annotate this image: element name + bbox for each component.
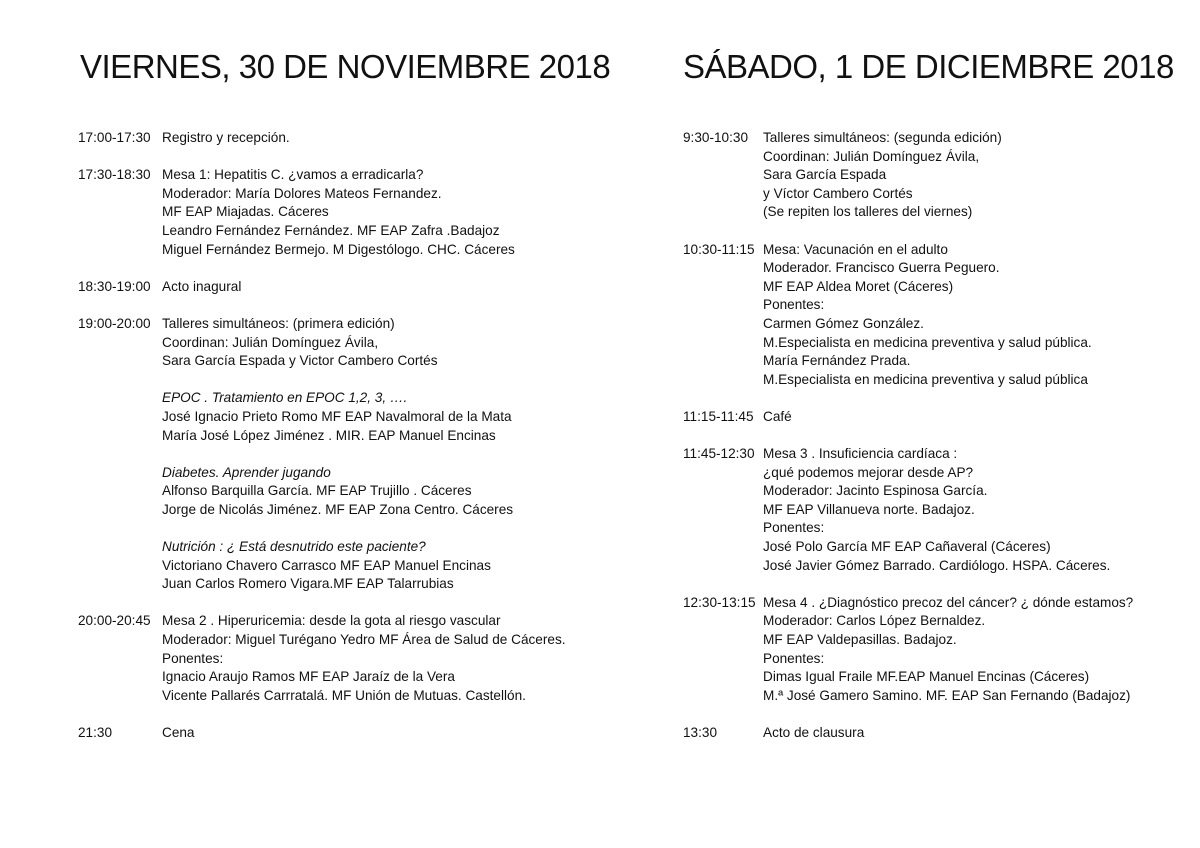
entry-line: Ponentes: [763, 650, 825, 666]
workshop-line: Alfonso Barquilla García. MF EAP Trujillo . Cáceres [162, 483, 472, 499]
entry-time: 17:30-18:30 [78, 167, 151, 183]
entry-line: MF EAP Valdepasillas. Badajoz. [763, 632, 957, 648]
program-entry [78, 166, 566, 259]
entry-line: Leandro Fernández Fernández. MF EAP Zafra .Badajoz [162, 222, 500, 238]
entry-line: Coordinan: Julián Domínguez Ávila, [162, 334, 379, 350]
entry-line: Dimas Igual Fraile MF.EAP Manuel Encinas (Cáceres) [763, 669, 1090, 685]
entry-time: 13:30 [683, 725, 718, 740]
entry-line: Moderador: Jacinto Espinosa García. [763, 483, 988, 499]
entry-line: José Polo García MF EAP Cañaveral (Cáceres) [763, 539, 1051, 555]
entry-line: Coordinan: Julián Domínguez Ávila, [763, 148, 980, 164]
saturday-title: SÁBADO, 1 DE DICIEMBRE 2018 [683, 48, 1174, 85]
workshop-line: Victoriano Chavero Carrasco MF EAP Manuel Encinas [162, 557, 491, 573]
program-entry [78, 278, 566, 297]
entry-line: M.Especialista en medicina preventiva y salud pública. [763, 334, 1092, 350]
entry-line: Carmen Gómez González. [763, 315, 924, 331]
program-entry [683, 241, 1133, 390]
entry-title: Talleres simultáneos: (segunda edición) [763, 130, 1002, 145]
workshop-heading: Nutrición : ¿ Está desnutrido este paciente? [162, 539, 426, 555]
entry-title: Acto inagural [162, 278, 242, 294]
entry-line: José Javier Gómez Barrado. Cardiólogo. HSPA. Cáceres. [763, 557, 1111, 573]
entry-line: M.Especialista en medicina preventiva y salud pública [763, 371, 1088, 387]
entry-line: Miguel Fernández Bermejo. M Digestólogo. CHC. Cáceres [162, 241, 515, 257]
entry-line: Moderador: Carlos López Bernaldez. [763, 613, 986, 629]
entry-title: Mesa 4 . ¿Diagnóstico precoz del cáncer? ¿ dónde estamos? [763, 594, 1134, 610]
entry-line: Vicente Pallarés Carrratalá. MF Unión de Mutuas. Castellón. [162, 687, 526, 703]
program-entry [683, 408, 1133, 427]
entry-line: Ignacio Araujo Ramos MF EAP Jaraíz de la Vera [162, 669, 455, 685]
entry-time: 11:45-12:30 [683, 446, 755, 462]
entry-line: Ponentes: [763, 297, 825, 313]
entry-title-continued: ¿qué podemos mejorar desde AP? [763, 464, 974, 480]
program-entry [683, 129, 1133, 222]
program-entry [78, 315, 566, 594]
workshop-line: María José López Jiménez . MIR. EAP Manuel Encinas [162, 427, 496, 443]
entry-time: 9:30-10:30 [683, 130, 749, 145]
program-entry [78, 129, 566, 148]
program-entry [78, 724, 566, 743]
saturday-program [683, 129, 1133, 761]
entry-title: Mesa: Vacunación en el adulto [763, 241, 948, 257]
program-entry [683, 445, 1133, 575]
entry-title: Café [763, 408, 792, 424]
entry-time: 20:00-20:45 [78, 613, 151, 629]
workshop-line: Jorge de Nicolás Jiménez. MF EAP Zona Centro. Cáceres [162, 501, 514, 517]
program-entry [683, 594, 1133, 706]
entry-line: Ponentes: [763, 520, 825, 536]
entry-line: María Fernández Prada. [763, 353, 911, 369]
friday-program [78, 129, 566, 761]
program-entry [78, 612, 566, 705]
workshop-heading: EPOC . Tratamiento en EPOC 1,2, 3, …. [162, 390, 408, 406]
entry-title: Mesa 3 . Insuficiencia cardíaca : [763, 446, 958, 462]
entry-line: Moderador: María Dolores Mateos Fernandez. [162, 185, 442, 201]
entry-line: MF EAP Aldea Moret (Cáceres) [763, 278, 954, 294]
entry-line: y Víctor Cambero Cortés [763, 185, 913, 201]
entry-time: 11:15-11:45 [683, 408, 754, 424]
friday-title: VIERNES, 30 DE NOVIEMBRE 2018 [80, 48, 611, 85]
entry-line: Ponentes: [162, 650, 224, 666]
workshop-line: José Ignacio Prieto Romo MF EAP Navalmoral de la Mata [162, 408, 512, 424]
entry-line: Moderador: Miguel Turégano Yedro MF Área de Salud de Cáceres. [162, 632, 566, 648]
entry-time: 10:30-11:15 [683, 241, 755, 257]
entry-title: Acto de clausura [763, 725, 865, 740]
entry-time: 12:30-13:15 [683, 594, 756, 610]
entry-title: Registro y recepción. [162, 130, 290, 145]
entry-line: Moderador. Francisco Guerra Peguero. [763, 260, 1000, 276]
entry-line: (Se repiten los talleres del viernes) [763, 204, 973, 220]
entry-title: Mesa 1: Hepatitis C. ¿vamos a erradicarla? [162, 167, 424, 183]
entry-time: 18:30-19:00 [78, 278, 151, 294]
workshop-line: Juan Carlos Romero Vigara.MF EAP Talarrubias [162, 576, 454, 592]
entry-title: Talleres simultáneos: (primera edición) [162, 315, 395, 331]
entry-line: MF EAP Villanueva norte. Badajoz. [763, 501, 975, 517]
program-entry [683, 724, 1133, 743]
entry-line: MF EAP Miajadas. Cáceres [162, 204, 329, 220]
entry-time: 21:30 [78, 725, 113, 740]
entry-line: M.ª José Gamero Samino. MF. EAP San Fernando (Badajoz) [763, 687, 1131, 703]
entry-line: Sara García Espada [763, 167, 887, 183]
entry-title: Cena [162, 725, 195, 740]
entry-time: 19:00-20:00 [78, 315, 151, 331]
entry-title: Mesa 2 . Hiperuricemia: desde la gota al riesgo vascular [162, 613, 501, 629]
entry-line: Sara García Espada y Victor Cambero Cortés [162, 353, 438, 369]
workshop-heading: Diabetes. Aprender jugando [162, 464, 331, 480]
entry-time: 17:00-17:30 [78, 130, 151, 145]
